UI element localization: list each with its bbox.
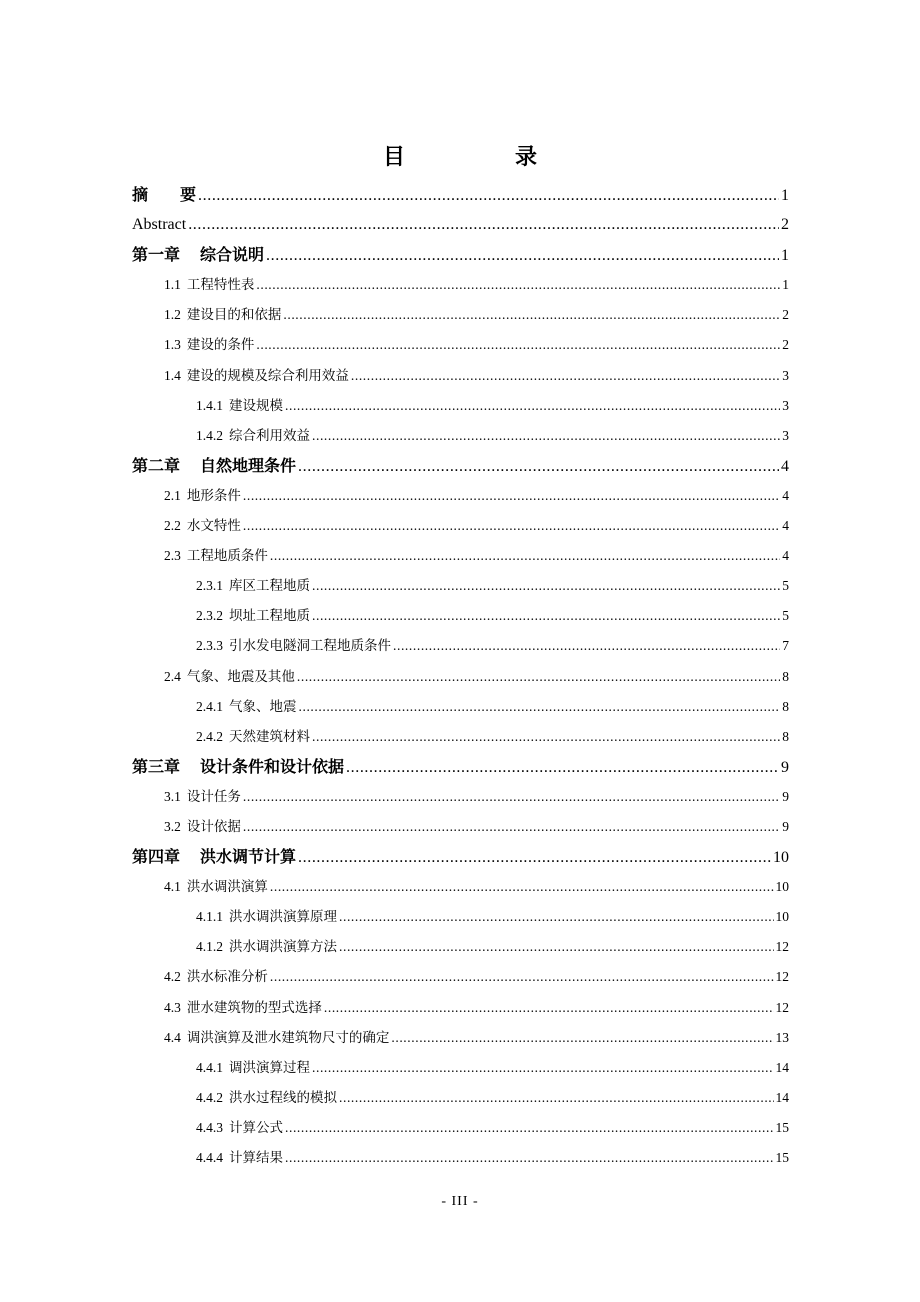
dot-leader (298, 452, 779, 482)
toc-entry-title: 工程特性表 (186, 277, 255, 294)
toc-entry-title: 建设的条件 (186, 337, 255, 354)
toc-entry-page: 4 (781, 457, 789, 475)
toc-entry-number: 1.4.1 (196, 397, 223, 413)
toc-entry-page: 3 (782, 397, 789, 413)
toc-entry-title: Abstract (132, 216, 187, 234)
toc-entry-number: 第二章 (132, 455, 181, 475)
toc-entry-page: 3 (782, 427, 789, 443)
toc-entry-page: 14 (775, 1089, 789, 1105)
toc-entry[interactable] (132, 782, 789, 812)
toc-entry-number: 1.2 (164, 307, 181, 323)
toc-entry[interactable] (132, 1083, 789, 1113)
toc-entry-number: 4.4 (164, 1029, 181, 1045)
dot-leader (285, 391, 780, 421)
toc-entry-number: 1.3 (164, 337, 181, 353)
toc-entry[interactable] (132, 812, 789, 842)
toc-entry-page: 8 (782, 668, 789, 684)
toc-entry-title: 设计依据 (186, 818, 241, 835)
toc-entry-title: 综合利用效益 (229, 427, 310, 444)
dot-leader (270, 541, 780, 571)
toc-entry-page: 7 (782, 638, 789, 654)
toc-entry-number: 4.1.1 (196, 909, 223, 925)
dot-leader (324, 993, 774, 1023)
toc-entry-page: 1 (782, 277, 789, 293)
dot-leader (285, 1113, 774, 1143)
toc-entry[interactable] (132, 1113, 789, 1143)
toc-entry[interactable] (132, 330, 789, 360)
toc-entry-number: 2.4 (164, 668, 181, 684)
toc-entry[interactable] (132, 1023, 789, 1053)
toc-entry-page: 12 (775, 939, 789, 955)
toc-entry-number: 1.4 (164, 367, 181, 383)
toc-entry-page: 12 (775, 999, 789, 1015)
dot-leader (243, 511, 780, 541)
dot-leader (256, 330, 780, 360)
toc-entry-page: 5 (782, 578, 789, 594)
toc-entry[interactable] (132, 692, 789, 722)
dot-leader (312, 1053, 774, 1083)
dot-leader (270, 872, 774, 902)
dot-leader (312, 722, 780, 752)
toc-entry[interactable] (132, 962, 789, 992)
toc-entry-page: 2 (782, 307, 789, 323)
dot-leader (339, 1083, 774, 1113)
toc-entry-page: 2 (782, 337, 789, 353)
dot-leader (297, 662, 780, 692)
toc-entry-title: 摘 要 (132, 185, 197, 204)
toc-entry-title: 库区工程地质 (229, 578, 310, 595)
toc-entry-page: 10 (773, 849, 789, 867)
dot-leader (243, 481, 780, 511)
toc-entry-title: 气象、地震 (229, 698, 297, 715)
toc-entry-title: 引水发电隧洞工程地质条件 (229, 638, 391, 655)
toc-entry-title: 调洪演算及泄水建筑物尺寸的确定 (186, 1029, 390, 1046)
toc-entry-title: 建设目的和依据 (186, 307, 282, 324)
toc-entry-page: 5 (782, 608, 789, 624)
toc-entry-page: 1 (781, 247, 789, 265)
toc-entry[interactable] (132, 391, 789, 421)
dot-leader (198, 181, 779, 211)
toc-entry-number: 2.3.3 (196, 638, 223, 654)
toc-entry[interactable] (132, 481, 789, 511)
toc-entry-page: 8 (782, 698, 789, 714)
dot-leader (285, 1143, 774, 1173)
toc-entry-title: 工程地质条件 (186, 548, 268, 565)
toc-entry[interactable] (132, 541, 789, 571)
toc-entry-title: 天然建筑材料 (229, 728, 310, 745)
toc-entry-number: 3.2 (164, 818, 181, 834)
toc-entry[interactable] (132, 842, 789, 872)
toc-entry-page: 9 (782, 818, 789, 834)
toc-entry-number: 第四章 (132, 847, 181, 867)
toc-entry[interactable] (132, 722, 789, 752)
page-number-footer: - III - (441, 1194, 479, 1209)
toc-entry-page: 3 (782, 367, 789, 383)
toc-entry-title: 计算结果 (229, 1150, 283, 1166)
toc-entry-title: 洪水标准分析 (186, 969, 268, 986)
toc-entry[interactable] (132, 662, 789, 692)
dot-leader (346, 753, 779, 783)
toc-entry[interactable] (132, 210, 789, 240)
toc-entry-number: 4.4.3 (196, 1119, 223, 1135)
dot-leader (283, 300, 780, 330)
toc-entry-number: 4.4.4 (196, 1150, 223, 1165)
toc-entry-number: 4.1 (164, 879, 181, 895)
toc-entry-title: 气象、地震及其他 (186, 668, 295, 685)
toc-entry-page: 14 (775, 1059, 789, 1075)
toc-entry-number: 3.1 (164, 788, 181, 804)
toc-entry[interactable] (132, 240, 789, 270)
toc-entry[interactable] (132, 571, 789, 601)
toc-entry-title: 洪水调洪演算 (186, 879, 268, 896)
toc-entry-number: 1.4.2 (196, 427, 223, 443)
toc-entry[interactable] (132, 361, 789, 391)
toc-entry[interactable] (132, 631, 789, 661)
toc-entry-title: 地形条件 (186, 487, 241, 504)
toc-entry-page: 13 (775, 1029, 789, 1045)
toc-entry-number: 2.4.1 (196, 698, 223, 714)
dot-leader (339, 902, 774, 932)
toc-entry-title: 洪水调洪演算原理 (229, 909, 337, 926)
toc-entry[interactable] (132, 872, 789, 902)
dot-leader (266, 241, 779, 271)
toc-entry-title: 建设规模 (229, 397, 283, 414)
toc-entry-number: 4.1.2 (196, 939, 223, 955)
toc-entry-title: 泄水建筑物的型式选择 (186, 999, 322, 1016)
toc-entry-title: 洪水调洪演算方法 (229, 939, 337, 956)
toc-entry-page: 4 (782, 487, 789, 503)
page-title: 目 录 (382, 145, 581, 170)
toc-entry-number: 2.2 (164, 518, 181, 534)
toc-entry[interactable] (132, 902, 789, 932)
toc-entry-number: 2.3.2 (196, 608, 223, 624)
toc-entry-title: 设计任务 (186, 788, 241, 805)
toc-entry-page: 2 (781, 216, 789, 234)
toc-entry[interactable] (132, 752, 789, 782)
dot-leader (270, 962, 774, 992)
toc-entry[interactable] (132, 1143, 789, 1173)
toc-entry-page: 10 (775, 879, 789, 895)
toc-entry-page: 4 (782, 548, 789, 564)
toc-entry-number: 第三章 (132, 756, 181, 776)
toc-entry-number: 2.1 (164, 487, 181, 503)
toc-entry-number: 第一章 (132, 245, 181, 265)
dot-leader (188, 210, 779, 240)
dot-leader (299, 692, 781, 722)
toc-entry-page: 12 (775, 969, 789, 985)
toc-entry[interactable] (132, 932, 789, 962)
toc-entry[interactable] (132, 511, 789, 541)
dot-leader (312, 601, 780, 631)
toc-entry-title: 调洪演算过程 (229, 1059, 310, 1076)
toc-entry-number: 2.3.1 (196, 578, 223, 594)
toc-entry[interactable] (132, 421, 789, 451)
toc-entry-title: 自然地理条件 (200, 455, 297, 475)
toc-entry-title: 洪水调节计算 (200, 847, 297, 867)
table-of-contents (132, 180, 789, 1173)
toc-entry[interactable] (132, 601, 789, 631)
toc-entry-number: 4.3 (164, 999, 181, 1015)
toc-entry-number: 4.2 (164, 969, 181, 985)
toc-entry[interactable] (132, 451, 789, 481)
dot-leader (312, 571, 780, 601)
toc-entry-title: 综合说明 (200, 245, 265, 265)
toc-entry-page: 15 (775, 1150, 789, 1165)
toc-entry-page: 9 (782, 788, 789, 804)
toc-entry-title: 建设的规模及综合利用效益 (186, 367, 349, 384)
dot-leader (391, 1023, 773, 1053)
toc-entry-page: 10 (775, 909, 789, 925)
toc-entry-title: 洪水过程线的模拟 (229, 1089, 337, 1106)
dot-leader (351, 361, 780, 391)
dot-leader (393, 631, 780, 661)
toc-entry-page: 8 (782, 728, 789, 744)
toc-entry-page: 4 (782, 518, 789, 534)
dot-leader (298, 843, 771, 873)
toc-entry[interactable] (132, 300, 789, 330)
toc-entry[interactable] (132, 180, 789, 210)
toc-entry-title: 设计条件和设计依据 (200, 756, 345, 776)
toc-entry[interactable] (132, 1053, 789, 1083)
toc-entry-page: 1 (781, 187, 789, 204)
toc-entry-title: 水文特性 (186, 518, 241, 535)
toc-entry[interactable] (132, 993, 789, 1023)
toc-entry-title: 计算公式 (229, 1119, 283, 1136)
dot-leader (339, 932, 774, 962)
toc-entry-number: 4.4.2 (196, 1089, 223, 1105)
toc-entry-number: 1.1 (164, 277, 181, 293)
toc-entry-page: 15 (775, 1119, 789, 1135)
toc-entry[interactable] (132, 270, 789, 300)
toc-entry-number: 2.4.2 (196, 728, 223, 744)
dot-leader (243, 782, 780, 812)
dot-leader (256, 270, 780, 300)
dot-leader (243, 812, 780, 842)
toc-entry-page: 9 (781, 758, 789, 776)
toc-entry-number: 4.4.1 (196, 1059, 223, 1075)
toc-entry-title: 坝址工程地质 (229, 608, 310, 625)
dot-leader (312, 421, 780, 451)
toc-entry-number: 2.3 (164, 548, 181, 564)
